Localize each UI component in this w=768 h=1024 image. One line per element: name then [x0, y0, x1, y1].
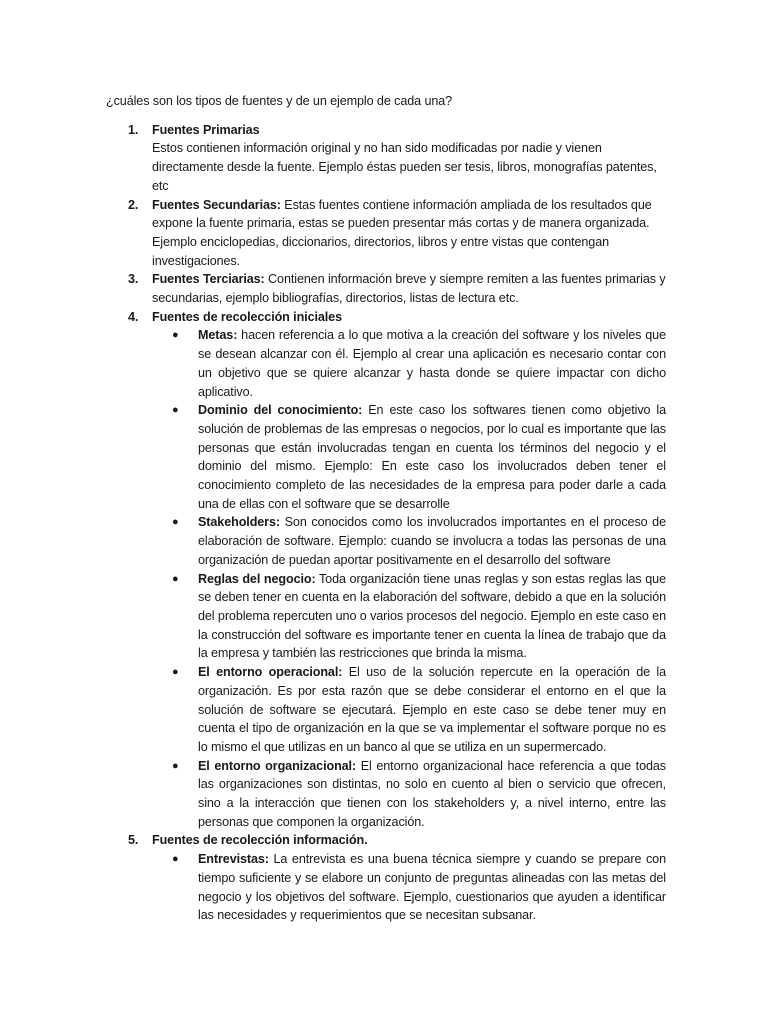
bullet-body: Toda organización tiene unas reglas y son estas reglas las que se deben tener en cuenta en la elaboración del software, debido a que en la solución del problema repercuten uno o varios procesos del negocio. Ejemplo en este caso en la construcción del software es importante tener en cuenta la línea de trabajo que da la empresa y también las restricciones que brinda la misma. — [198, 571, 666, 661]
list-item — [106, 308, 666, 832]
item-title: Fuentes Terciarias: — [152, 272, 265, 287]
bullet-icon: ● — [172, 666, 179, 679]
bullet-item — [152, 570, 666, 664]
bullet-body: El entorno organizacional hace referencia a que todas las organizaciones son distintas, no solo en cuento al bien o servicio que ofrecen, sino a la interacción que tienen con los stakeholders y, a nivel interno, entre las personas que componen la organización. — [198, 758, 666, 829]
item-number: 4. — [128, 309, 139, 324]
bullet-icon: ● — [172, 516, 179, 529]
bullet-icon: ● — [172, 329, 179, 342]
item-number: 2. — [128, 197, 139, 212]
question-heading: ¿cuáles son los tipos de fuentes y de un ejemplo de cada una? — [106, 94, 453, 108]
bullet-list — [152, 850, 666, 925]
bullet-item — [152, 663, 666, 757]
bullet-item — [152, 757, 666, 832]
item-number: 3. — [128, 272, 139, 287]
item-number: 1. — [128, 122, 139, 137]
document-body — [106, 92, 666, 925]
bullet-item — [152, 513, 666, 569]
item-body: Contienen información breve y siempre remiten a las fuentes primarias y secundarias, ejemplo bibliografías, directorios, listas de lectura etc. — [152, 272, 666, 306]
bullet-title: Entrevistas: — [198, 852, 269, 867]
item-body: Estos contienen información original y no han sido modificadas por nadie y vienen directamente desde la fuente. Ejemplo éstas pueden ser tesis, libros, monografías patentes, etc — [152, 141, 657, 193]
bullet-item — [152, 850, 666, 925]
bullet-icon: ● — [172, 572, 179, 585]
list-item — [106, 121, 666, 196]
list-item — [106, 196, 666, 271]
bullet-title: El entorno operacional: — [198, 665, 343, 680]
item-body: Estas fuentes contiene información ampliada de los resultados que expone la fuente primaria, estas se pueden presentar más cortas y de manera organizada. Ejemplo enciclopedias, diccionarios, directorios, libros y entre vistas que contengan investigaciones. — [152, 197, 652, 268]
bullet-title: El entorno organizacional: — [198, 758, 357, 773]
bullet-title: Stakeholders: — [198, 515, 280, 530]
bullet-body: hacen referencia a lo que motiva a la creación del software y los niveles que se desean alcanzar con él. Ejemplo al crear una aplicación es necesario contar con un objetivo que se quiere alcanzar y hasta donde se quiere impactar con dicho aplicativo. — [198, 328, 666, 399]
numbered-list — [106, 121, 666, 925]
bullet-title: Dominio del conocimiento: — [198, 403, 363, 418]
item-title: Fuentes de recolección información. — [152, 833, 368, 848]
bullet-body: Son conocidos como los involucrados importantes en el proceso de elaboración de software. Ejemplo: cuando se involucra a todas las personas de una organización de puedan aportar positivamente en el desarrollo del software — [198, 515, 666, 567]
bullet-list — [152, 326, 666, 831]
bullet-body: En este caso los softwares tienen como objetivo la solución de problemas de las empresas o negocios, por lo cual es importante que las personas que están involucradas tengan en cuenta los términos del negocio y el dominio del mismo. Ejemplo: En este caso los involucrados deben tener el conocimiento completo de las necesidades de la empresa para poder darle a cada una de ellas con el software que se desarrolle — [198, 403, 666, 511]
item-title: Fuentes de recolección iniciales — [152, 309, 342, 324]
item-number: 5. — [128, 833, 139, 848]
bullet-title: Metas: — [198, 328, 238, 343]
bullet-icon: ● — [172, 404, 179, 417]
bullet-icon: ● — [172, 853, 179, 866]
bullet-body: El uso de la solución repercute en la operación de la organización. Es por esta razón que se debe considerar el entorno en el que la solución de software se ejecutará. Ejemplo en este caso se debe tener muy en cuenta el tipo de organización en la que se va implementar el software porque no es lo mismo el que utilizas en un banco al que se utiliza en un supermercado. — [198, 665, 666, 754]
item-title: Fuentes Secundarias: — [152, 197, 281, 212]
bullet-item — [152, 401, 666, 513]
item-title: Fuentes Primarias — [152, 122, 260, 137]
bullet-body: La entrevista es una buena técnica siempre y cuando se prepare con tiempo suficiente y se elabore un conjunto de preguntas alineadas con las metas del negocio y los objetivos del software. Ejemplo, cuestionarios que ayuden a identificar las necesidades y requerimientos que se necesitan subsanar. — [198, 852, 666, 923]
list-item — [106, 831, 666, 925]
bullet-title: Reglas del negocio: — [198, 571, 316, 586]
bullet-icon: ● — [172, 759, 179, 772]
list-item — [106, 270, 666, 307]
bullet-item — [152, 326, 666, 401]
